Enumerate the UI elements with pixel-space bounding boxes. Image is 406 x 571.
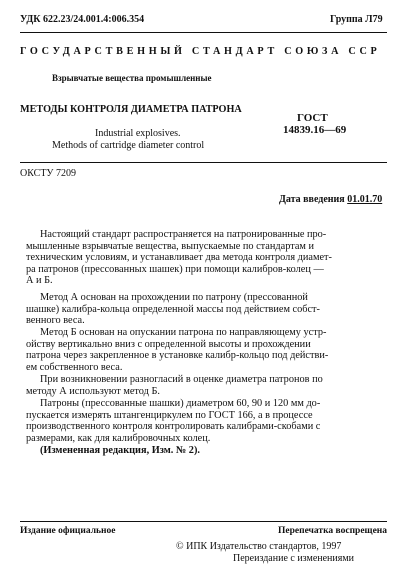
intro-date-value: 01.01.70 <box>347 194 383 205</box>
text-line: ра патронов (прессованных шашек) при помощи калибров-колец — <box>26 263 324 275</box>
intro-date <box>279 194 382 205</box>
official-edition: Издание официальное <box>20 526 116 536</box>
text-line: венного веса. <box>26 315 85 327</box>
group-code: Группа Л79 <box>330 14 383 25</box>
text-line: техническим условиям, и устанавливает два метода контроля диамет- <box>26 252 332 264</box>
intro-date-label: Дата введения <box>279 194 345 205</box>
reissue-note: Переиздание с изменениями <box>233 553 355 564</box>
text-line: ойству вертикально вниз с определенной высоты и прохождении <box>26 338 311 350</box>
text-line: Метод А основан на прохождении по патрону (прессованной <box>40 292 308 303</box>
text-line: шашке) калибра-кольца определенной массы под действием собст- <box>26 303 320 315</box>
text-line: патрона через закрепленное в установке калибр-кольцо под действи- <box>26 350 329 362</box>
header-rule <box>20 32 387 33</box>
text-line: ем собственного веса. <box>26 361 123 373</box>
text-line: размерами, как для калибровочных колец. <box>26 432 211 444</box>
paragraph-scope <box>26 229 378 287</box>
paragraph-disagreement <box>26 374 378 397</box>
amendment-note: (Измененная редакция, Изм. № 2). <box>40 445 200 456</box>
paragraph-method-a <box>26 292 378 327</box>
title-block-rule <box>20 162 387 163</box>
standard-title: МЕТОДЫ КОНТРОЛЯ ДИАМЕТРА ПАТРОНА <box>20 104 242 115</box>
standard-subject: Взрывчатые вещества промышленные <box>52 73 212 83</box>
paragraph-caliper <box>26 398 378 444</box>
text-line: Настоящий стандарт распространяется на патронированные про- <box>40 229 327 240</box>
text-line: Метод Б основан на опускании патрона по направляющему устр- <box>40 327 327 338</box>
text-line: Патроны (прессованные шашки) диаметром 60, 90 и 120 мм до- <box>40 398 321 409</box>
gost-label: ГОСТ <box>297 112 328 124</box>
gost-number: 14839.16—69 <box>283 124 347 136</box>
text-line: мышленные взрывчатые вещества, выпускаемые по стандартам и <box>26 240 315 252</box>
okstu-code: ОКСТУ 7209 <box>20 168 77 179</box>
copyright-notice: © ИПК Издательство стандартов, 1997 <box>176 541 342 552</box>
english-title-line-2: Methods of cartridge diameter control <box>52 140 205 151</box>
text-line: методу А используют метод Б. <box>26 385 160 397</box>
text-line: производственного контроля контролировать калибрами-скобами с <box>26 421 321 433</box>
reprint-prohibited: Перепечатка воспрещена <box>278 526 388 536</box>
text-line: При возникновении разногласий в оценке диаметра патронов по <box>40 374 323 385</box>
text-line: А и Б. <box>26 275 53 287</box>
paragraph-method-b <box>26 327 378 373</box>
footer-rule <box>20 521 387 522</box>
text-line: пускается измерять штангенциркулем по ГОСТ 166, а в процессе <box>26 409 313 421</box>
state-standard-banner: ГОСУДАРСТВЕННЫЙ СТАНДАРТ СОЮЗА ССР <box>20 46 381 57</box>
udk-code: УДК 622.23/24.001.4:006.354 <box>20 14 145 25</box>
english-title-line-1: Industrial explosives. <box>95 128 181 139</box>
